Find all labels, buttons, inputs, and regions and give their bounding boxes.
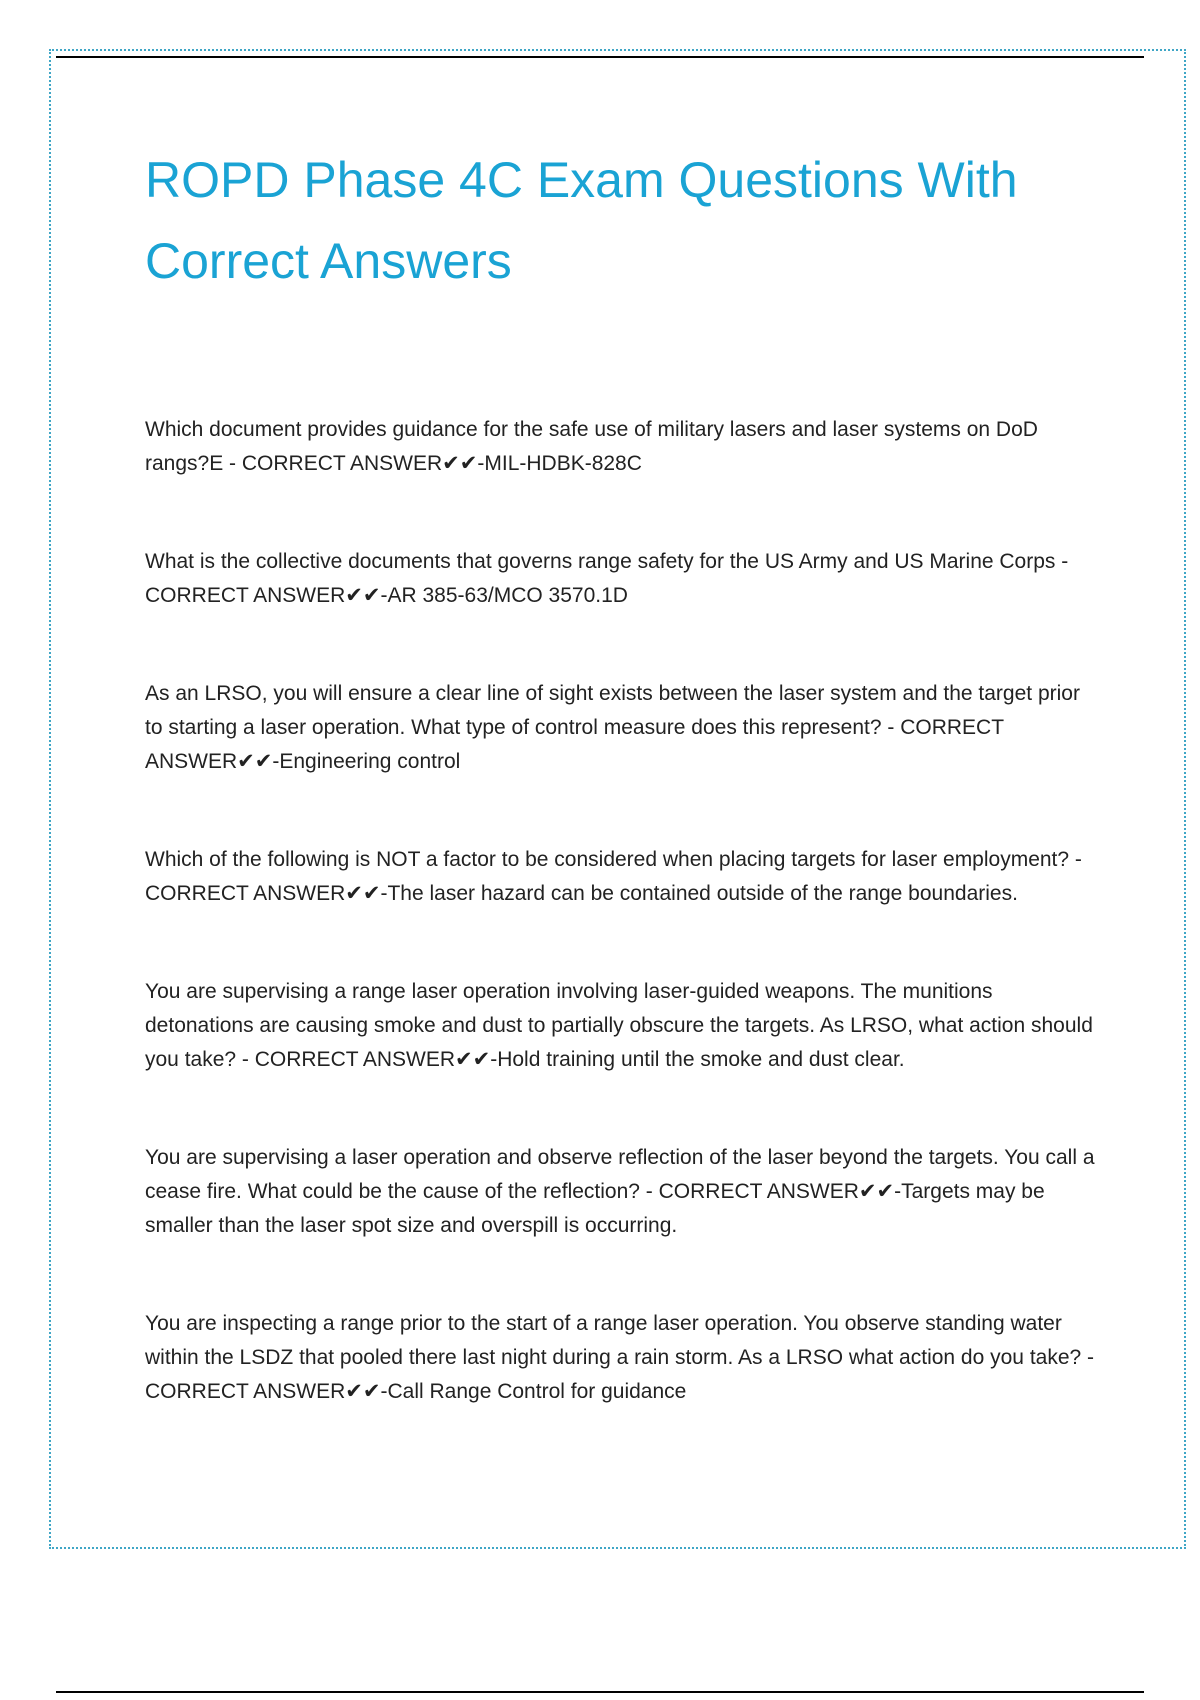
question-item-5: You are supervising a range laser operation involving laser-guided weapons. The munitions detonations are causing smoke and dust to partially obscure the targets. As LRSO, what action should you take? - CORRECT ANSWER✔✔-Hold training until the smoke and dust clear. [145,980,1093,1071]
question-item-1: Which document provides guidance for the safe use of military lasers and laser systems on DoD rangs?E - CORRECT ANSWER✔✔-MIL-HDBK-828C [145,418,1038,475]
footer-rule [56,1691,1144,1693]
question-list [145,413,1100,1409]
header-rule [56,56,1144,58]
question-item-2: What is the collective documents that governs range safety for the US Army and US Marine Corps - CORRECT ANSWER✔✔-AR 385-63/MCO 3570.1D [145,550,1069,607]
question-item-7: You are inspecting a range prior to the start of a range laser operation. You observe standing water within the LSDZ that pooled there last night during a rain storm. As a LRSO what action do you take? - CORRECT ANSWER✔✔-Call Range Control for guidance [145,1312,1095,1403]
question-item-3: As an LRSO, you will ensure a clear line of sight exists between the laser system and the target prior to starting a laser operation. What type of control measure does this represent? - CORRECT ANSWER✔✔-Engineering control [145,682,1080,773]
question-item-6: You are supervising a laser operation and observe reflection of the laser beyond the targets. You call a cease fire. What could be the cause of the reflection? - CORRECT ANSWER✔✔-Targets may be smaller than the laser spot size and overspill is occurring. [145,1146,1095,1237]
question-item-4: Which of the following is NOT a factor to be considered when placing targets for laser employment? - CORRECT ANSWER✔✔-The laser hazard can be contained outside of the range boundaries. [145,848,1082,905]
document-title: ROPD Phase 4C Exam Questions With Correct Answers [145,152,1018,289]
